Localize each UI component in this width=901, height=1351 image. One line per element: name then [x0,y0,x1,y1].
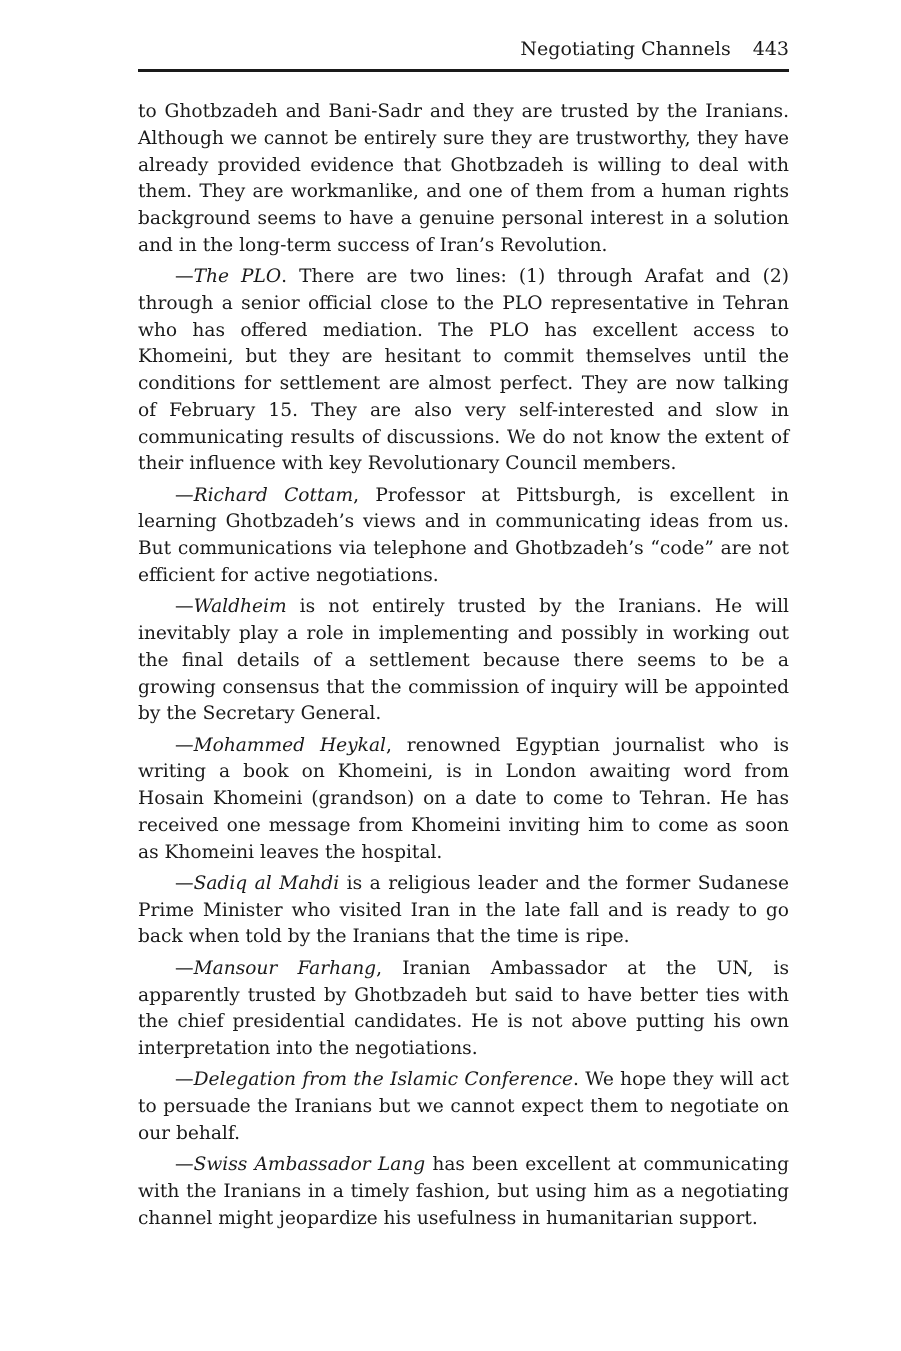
em-dash: — [175,957,194,979]
paragraph-cottam [138,483,789,590]
paragraph-text: , Iranian Ambassador at the UN, is apparently trusted by Ghotbzadeh but said to have better ties with the chief presidential candidates. He is not above putting his own interpretation into the negotiations. [138,957,789,1060]
paragraph-text: has been excellent at communicating with the Iranians in a timely fashion, but using him as a negotiating channel might jeopardize his usefulness in humanitarian support. [138,1154,789,1229]
paragraph-text: . There are two lines: (1) through Arafat and (2) through a senior official close to the PLO representative in Tehran who has offered mediation. The PLO has excellent access to Khomeini, but they are hesitant to commit themselves until the conditions for settlement are almost perfect. They are now talking of February 15. They are also very self-interested and slow in communicating results of discussions. We do not know the extent of their influence with key Revolutionary Council members. [138,266,789,475]
em-dash: — [175,484,194,506]
paragraph-continuation [138,99,789,260]
channel-name: The PLO [193,266,282,288]
em-dash: — [175,1154,194,1176]
channel-name: Richard Cottam [193,484,354,506]
paragraph-text: , Professor at Pittsburgh, is excellent in learning Ghotbzadeh’s views and in communicating ideas from us. But communications via telephone and Ghotbzadeh’s “code” are not efficient for active negotiations. [138,484,789,586]
paragraph-farhang [138,956,789,1063]
running-title: Negotiating Channels [520,38,731,60]
paragraph-text: , renowned Egyptian journalist who is writing a book on Khomeini, is in London awaiting word from Hosain Khomeini (grandson) on a date to come to Tehran. He has received one message from Khomeini inviting him to come as soon as Khomeini leaves the hospital. [138,734,789,863]
em-dash: — [175,596,194,618]
channel-name: Waldheim [193,596,287,618]
channel-name: Mohammed Heykal [193,734,386,756]
em-dash: — [175,734,194,756]
paragraph-text: to Ghotbzadeh and Bani-Sadr and they are trusted by the Iranians. Although we cannot be entirely sure they are trustworthy, they have already provided evidence that Ghotbzadeh is willing to deal with them. They are workmanlike, and one of them from a human rights background seems to have a genuine personal interest in a solution and in the long-term success of Iran’s Revolution. [138,101,789,256]
paragraph-heykal [138,733,789,867]
paragraph-mahdi [138,871,789,951]
paragraph-plo [138,264,789,478]
paragraph-text: is not entirely trusted by the Iranians. He will inevitably play a role in implementing and possibly in working out the final details of a settlement because there seems to be a growing consensus that the commission of inquiry will be appointed by the Secretary General. [138,596,789,725]
channel-name: Mansour Farhang [193,957,377,979]
em-dash: — [175,872,194,894]
channel-name: Sadiq al Mahdi [193,872,340,894]
paragraph-islamic-conference [138,1067,789,1147]
em-dash: — [175,266,194,288]
paragraph-lang [138,1152,789,1232]
em-dash: — [175,1069,194,1091]
paragraph-text: . We hope they will act to persuade the Iranians but we cannot expect them to negotiate on our behalf. [138,1069,789,1144]
paragraph-text: is a religious leader and the former Sudanese Prime Minister who visited Iran in the late fall and is ready to go back when told by the Iranians that the time is ripe. [138,872,789,948]
page-number: 443 [752,38,789,60]
channel-name: Swiss Ambassador Lang [193,1154,426,1176]
body-text [138,99,789,1237]
running-header [138,36,789,62]
channel-name: Delegation from the Islamic Conference [193,1069,573,1091]
header-rule [138,69,789,72]
paragraph-waldheim [138,594,789,728]
